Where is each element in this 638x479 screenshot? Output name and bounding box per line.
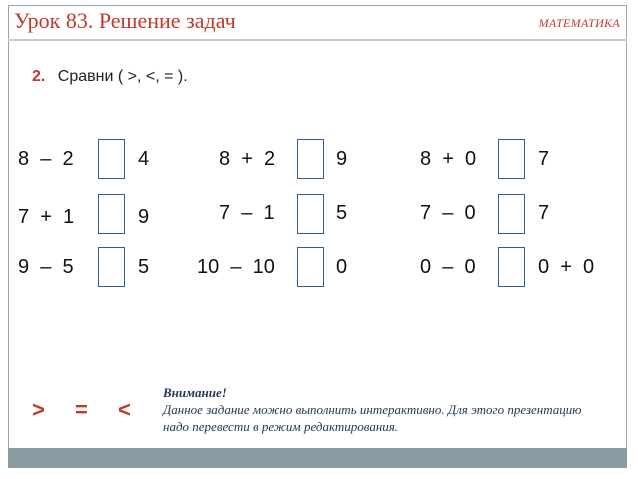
expression-left: 0 – 0 [420,256,476,278]
expression-right: 0 [336,256,348,278]
answer-box[interactable] [498,247,525,287]
answer-box[interactable] [98,194,125,234]
expression-left: 7 – 1 [219,202,275,224]
expression-right: 7 [538,148,550,170]
greater-than-symbol[interactable]: > [32,397,45,422]
answer-box[interactable] [297,139,324,179]
notice [163,384,593,435]
expression-right: 5 [336,202,348,224]
expression-left: 7 + 1 [18,206,75,228]
task-text: Сравни ( >, <, = ). [57,68,188,85]
expression-right: 5 [138,256,150,278]
answer-box[interactable] [297,247,324,287]
footer-bar [8,448,627,468]
expression-left: 10 – 10 [197,256,275,278]
expression-left: 8 + 2 [219,148,276,170]
notice-text: Данное задание можно выполнить интерактивно. Для этого презентацию надо перевести в режим редактирования. [163,402,582,434]
less-than-symbol[interactable]: < [118,397,131,422]
notice-title: Внимание! [163,385,227,400]
subject-label: МАТЕМАТИКА [538,16,620,30]
answer-box[interactable] [498,194,525,234]
header-divider [8,39,627,41]
task-number: 2. [32,68,46,85]
answer-box[interactable] [98,139,125,179]
expression-right: 7 [538,202,550,224]
expression-right: 9 [138,206,150,228]
expression-right: 9 [336,148,348,170]
equal-symbol[interactable]: = [75,397,88,422]
answer-box[interactable] [98,247,125,287]
expression-left: 7 – 0 [420,202,476,224]
lesson-title: Урок 83. Решение задач [14,8,236,33]
expression-right: 0 + 0 [538,256,595,278]
expression-left: 9 – 5 [18,256,74,278]
answer-box[interactable] [498,139,525,179]
expression-left: 8 + 0 [420,148,477,170]
expression-right: 4 [138,148,150,170]
expression-left: 8 – 2 [18,148,74,170]
answer-box[interactable] [297,194,324,234]
task-instruction [32,68,188,86]
